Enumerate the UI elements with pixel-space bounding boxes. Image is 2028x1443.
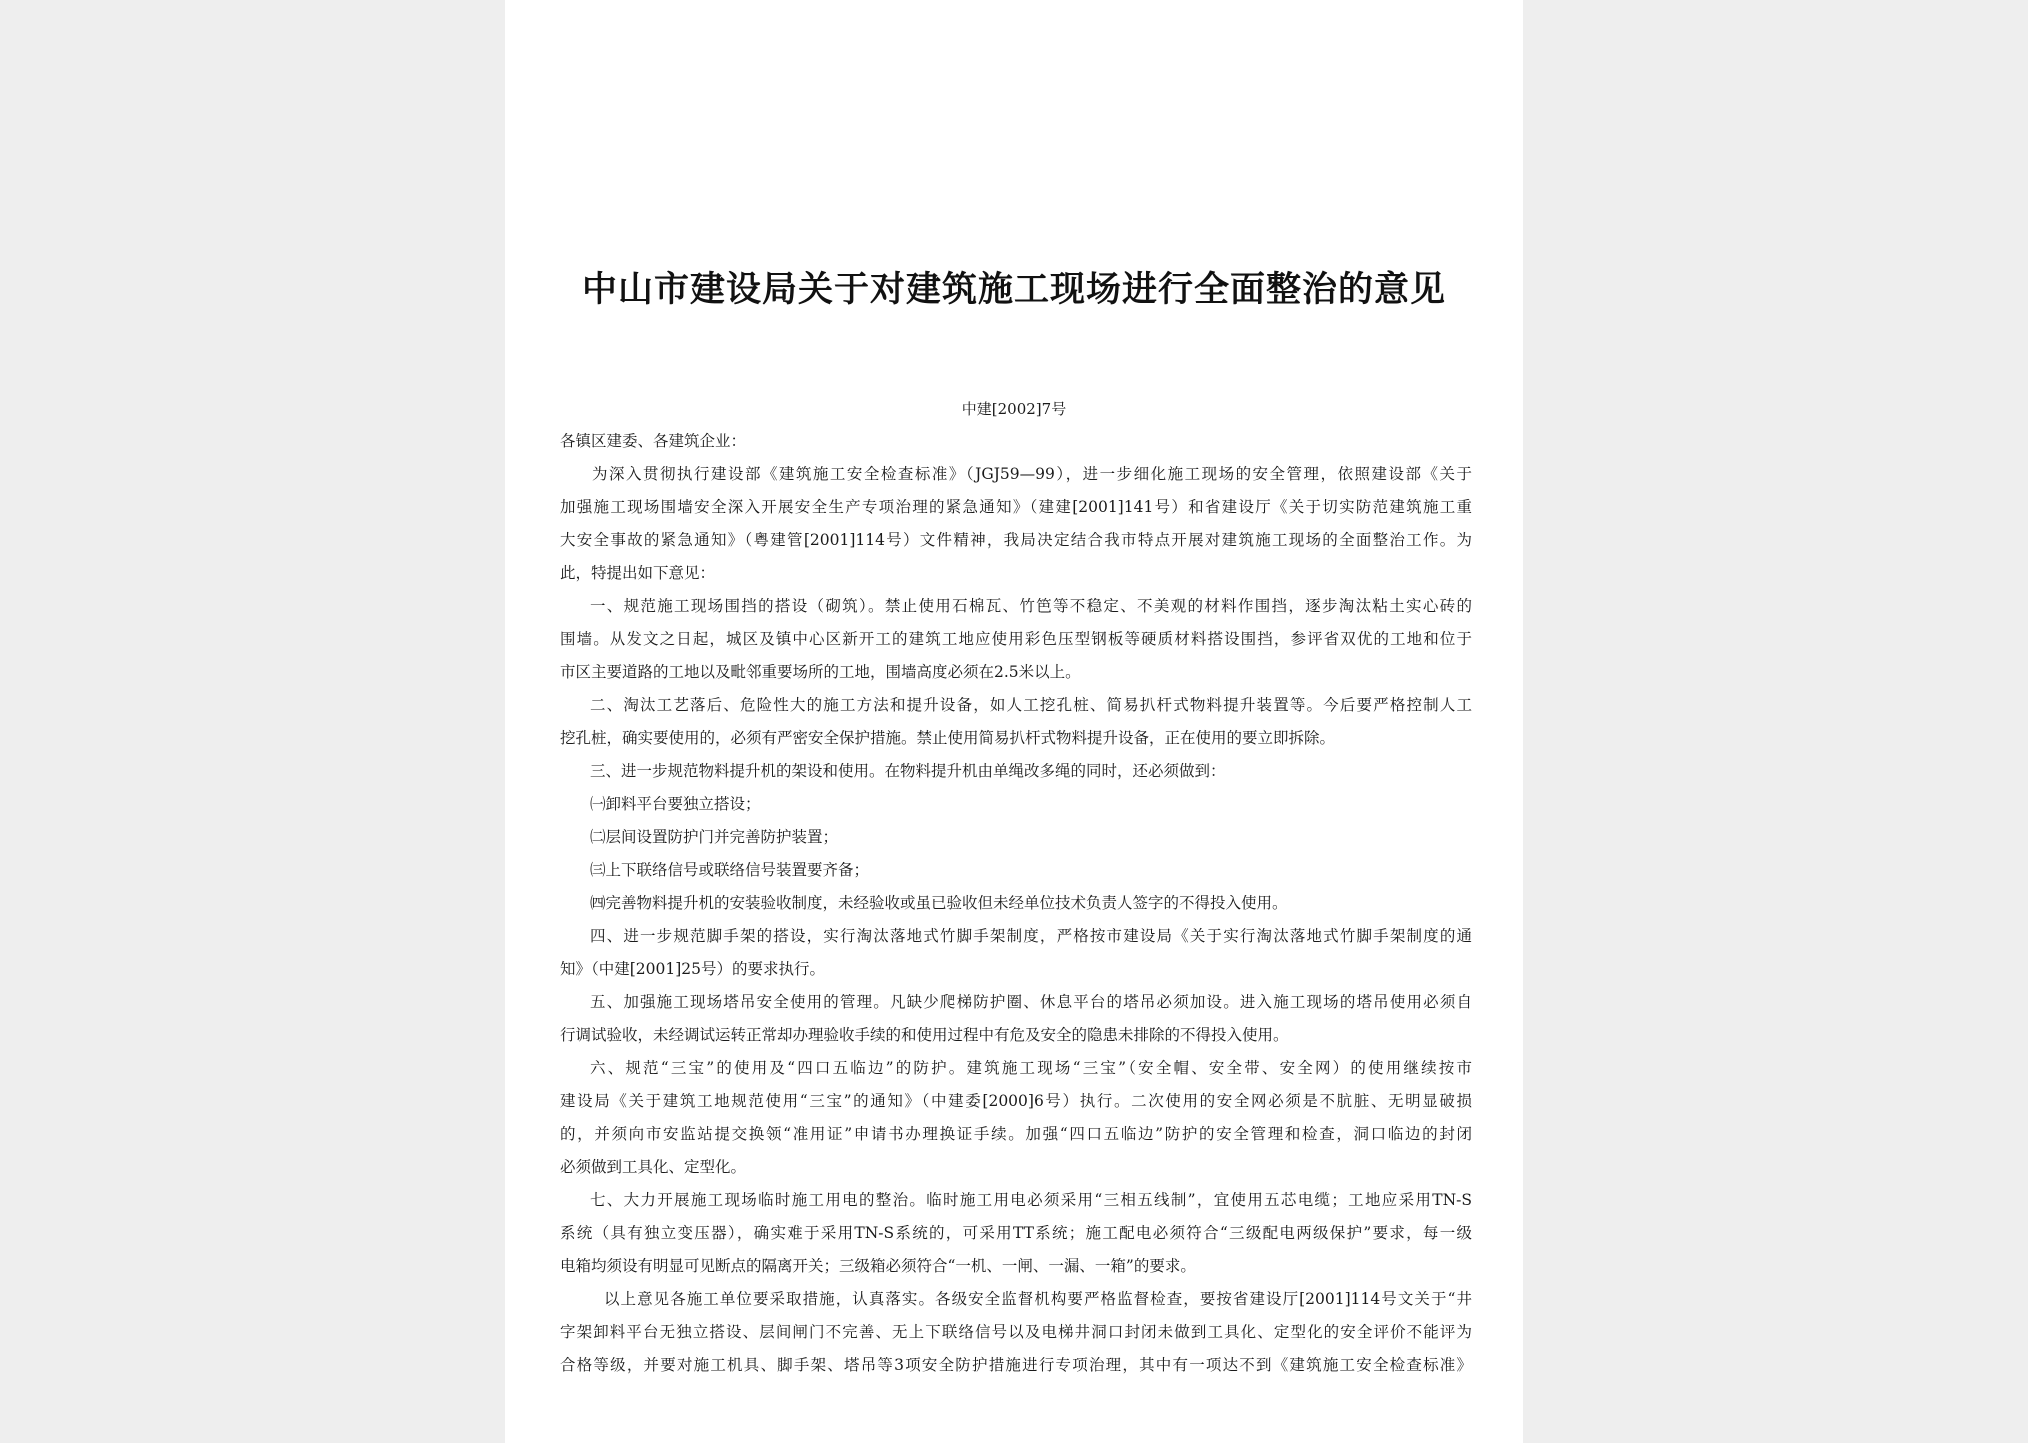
body-line: 二、淘汰工艺落后、危险性大的施工方法和提升设备，如人工挖孔桩、简易扒杆式物料提升装置等。今后要严格控制人工	[590, 696, 1472, 714]
body-line: 市区主要道路的工地以及毗邻重要场所的工地，围墙高度必须在2.5米以上。	[560, 663, 1081, 681]
body-line: 的，并须向市安监站提交换领“准用证”申请书办理换证手续。加强“四口五临边”防护的安全管理和检查，洞口临边的封闭	[560, 1125, 1472, 1143]
body-line: ㈣完善物料提升机的安装验收制度，未经验收或虽已验收但未经单位技术负责人签字的不得投入使用。	[590, 894, 1288, 912]
body-line: 大安全事故的紧急通知》（粤建管[2001]114号）文件精神，我局决定结合我市特点开展对建筑施工现场的全面整治工作。为	[560, 531, 1472, 549]
body-line: 系统（具有独立变压器），确实难于采用TN-S系统的，可采用TT系统；施工配电必须符合“三级配电两级保护”要求，每一级	[560, 1224, 1472, 1242]
body-line: ㈡层间设置防护门并完善防护装置；	[590, 828, 839, 846]
body-line: 挖孔桩，确实要使用的，必须有严密安全保护措施。禁止使用简易扒杆式物料提升设备，正在使用的要立即拆除。	[560, 729, 1336, 747]
body-line: 六、规范“三宝”的使用及“四口五临边”的防护。建筑施工现场“三宝”（安全帽、安全带、安全网）的使用继续按市	[590, 1059, 1472, 1077]
body-line: 加强施工现场围墙安全深入开展安全生产专项治理的紧急通知》（建建[2001]141号）和省建设厅《关于切实防范建筑施工重	[560, 498, 1472, 516]
salutation: 各镇区建委、各建筑企业：	[560, 432, 747, 450]
document-body	[560, 425, 1472, 1382]
body-line: 七、大力开展施工现场临时施工用电的整治。临时施工用电必须采用“三相五线制”，宜使用五芯电缆；工地应采用TN-S	[590, 1191, 1472, 1209]
body-line: ㈢上下联络信号或联络信号装置要齐备；	[590, 861, 870, 879]
body-line: 以上意见各施工单位要采取措施，认真落实。各级安全监督机构要严格监督检查，要按省建设厅[2001]114号文关于“井	[604, 1290, 1472, 1308]
body-line: 字架卸料平台无独立搭设、层间闸门不完善、无上下联络信号以及电梯井洞口封闭未做到工具化、定型化的安全评价不能评为	[560, 1323, 1472, 1341]
document-page	[505, 0, 1523, 1443]
body-line: 三、进一步规范物料提升机的架设和使用。在物料提升机由单绳改多绳的同时，还必须做到：	[590, 762, 1226, 780]
body-line: 五、加强施工现场塔吊安全使用的管理。凡缺少爬梯防护圈、休息平台的塔吊必须加设。进入施工现场的塔吊使用必须自	[590, 993, 1472, 1011]
body-line: 一、规范施工现场围挡的搭设（砌筑）。禁止使用石棉瓦、竹笆等不稳定、不美观的材料作围挡，逐步淘汰粘土实心砖的	[590, 597, 1472, 615]
body-line: 电箱均须设有明显可见断点的隔离开关；三级箱必须符合“一机、一闸、一漏、一箱”的要求。	[560, 1257, 1196, 1275]
body-line: 此，特提出如下意见：	[560, 564, 716, 582]
document-title: 中山市建设局关于对建筑施工现场进行全面整治的意见	[581, 269, 1446, 310]
body-line: 四、进一步规范脚手架的搭设，实行淘汰落地式竹脚手架制度，严格按市建设局《关于实行淘汰落地式竹脚手架制度的通	[590, 927, 1472, 945]
document-number: 中建[2002]7号	[961, 400, 1067, 418]
body-line: ㈠卸料平台要独立搭设；	[590, 795, 761, 813]
body-line: 围墙。从发文之日起，城区及镇中心区新开工的建筑工地应使用彩色压型钢板等硬质材料搭设围挡，参评省双优的工地和位于	[560, 630, 1472, 648]
body-line: 为深入贯彻执行建设部《建筑施工安全检查标准》（JGJ59—99），进一步细化施工现场的安全管理，依照建设部《关于	[592, 465, 1472, 483]
body-line: 建设局《关于建筑工地规范使用“三宝”的通知》（中建委[2000]6号）执行。二次使用的安全网必须是不肮脏、无明显破损	[560, 1092, 1472, 1110]
body-line: 必须做到工具化、定型化。	[560, 1158, 747, 1176]
body-line: 合格等级，并要对施工机具、脚手架、塔吊等3项安全防护措施进行专项治理，其中有一项达不到《建筑施工安全检查标准》	[560, 1356, 1472, 1374]
body-line: 知》（中建[2001]25号）的要求执行。	[560, 960, 826, 978]
body-line: 行调试验收，未经调试运转正常却办理验收手续的和使用过程中有危及安全的隐患未排除的不得投入使用。	[560, 1026, 1289, 1044]
